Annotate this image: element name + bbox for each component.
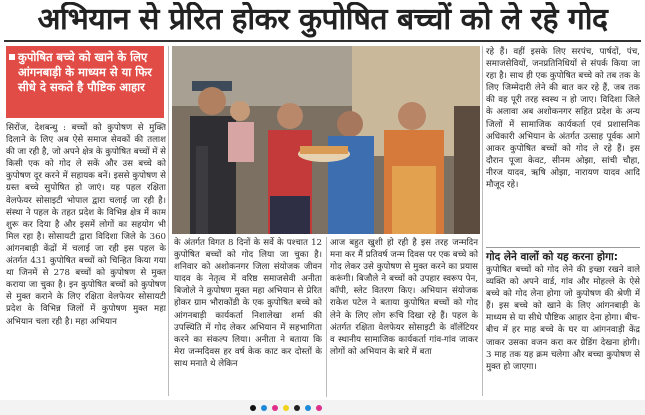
callout-box [6,46,164,118]
print-color-marks [250,405,322,411]
color-dot [250,405,256,411]
column-divider [168,46,169,396]
color-dot [305,405,311,411]
print-margin-strip [0,400,645,415]
color-dot [283,405,289,411]
color-dot [316,405,322,411]
column-4-text: रहे हैं। वहीं इसके लिए सरपंच, पार्षदों, पंच, समाजसेवियों, जनप्रतिनिधियों से संपर्क किया जा रहा है। साथ ही एक कुपोषित बच्चे को तब तक के लिए जिम्मेदारी लेने की बात कर रहे हैं, जब तक की वह पूरी तरह स्वस्थ न हो जाए। विदिशा जिले के अलावा अब अशोकनगर सहित प्रदेश के अन्य जिलों में सामाजिक कार्यकर्ता एवं प्रशासनिक अधिकारी अभियान के अंतर्गत उत्साह पूर्वक आगे आकर कुपोषित बच्चों को गोद ले रहे हैं। इस दौरान पूजा केवट, सीनम ओझा, सांची चौहा, नीरज यादव, ऋषि ओझा, नारायण यादव आदि मौजूद रहे। [486,47,640,191]
column-divider [326,237,327,397]
column-divider [482,46,483,396]
headline-rule [4,40,641,42]
news-photo [172,46,480,234]
color-dot [261,405,267,411]
column-3-text: आज बहुत खुशी हो रही है इस तरह जन्मदिन मना कर मैं प्रतिवर्ष जन्म दिवस पर एक बच्चे को गोद लेकर उसे कुपोषण से मुक्त करने का प्रयास करूंगी। बिजौले ने बच्चों को उपहार स्वरूप पेन, कॉपी, स्लेट वितरण किए। अभियान संयोजक राकेश पटेल ने बताया कुपोषित बच्चों को गोद लेने के लिए लोग रूचि दिखा रहे हैं। पहल के अंतर्गत रक्षिता वेलफेयर सोसाइटी के वॉलेंटियर व स्थानीय सामाजिक कार्यकर्ता गांव-गांव जाकर लोगों को अभियान के बारे में बता [330,238,478,357]
callout-text: कुपोषित बच्चे को खाने के लिए आंगनबाड़ी के माध्यम से या फिर सीधे दे सकते है पौष्टिक आहार [18,50,152,94]
news-photo-icon [172,46,480,234]
color-dot [294,405,300,411]
column-4b-text: कुपोषित बच्चों को गोद लेने की इच्छा रखने वाले व्यक्ति को अपने वार्ड, गांव और मोहल्ले के ऐसे बच्चे को गोद लेना होगा जो कुपोषण की श्रेणी में हैं। इस बच्चे को खाने के लिए आंगनबाड़ी के माध्यम से या सीधे पौष्टिक आहार देना होगा। बीच-बीच में हर माह बच्चे के घर या आंगनवाड़ी केंद्र जाकर उसका वजन करा कर ग्रेडिंग देखना होगी। 3 माह तक यह क्रम चलेगा और बच्चा कुपोषण से मुक्त हो जाएगा। [486,265,640,372]
column-2-text: के अंतर्गत विगत 8 दिनों के सर्वे के पश्चात 12 कुपोषित बच्चों को गोद लिया जा चुका है। शनिवार को अशोकनगर जिला संयोजक जीवन यादव के नेतृत्व में वरिष्ठ समाजसेवी अनीता बिजोले ने कुपोषण मुक्त महा अभियान से प्रेरित होकर ग्राम भौराकोंडी के एक कुपोषित बच्चे को आंगनबाड़ी कार्यकर्ता निशालेखा शर्मा की उपस्थिति में गोद लेकर अभियान में सहभागिता करने का संकल्प लिया। अनीता ने बताया कि मेरा जन्मदिवस हर वर्ष केक काट कर दोस्तों के साथ मनाते थे लेकिन [174,238,322,369]
bullet-square-icon [9,54,15,60]
headline: अभियान से प्रेरित होकर कुपोषित बच्चों को ले रहे गोद [37,2,608,37]
column-1-text: सिरोंज, देशबन्धु : बच्चों को कुपोषण से मुक्ति दिलाने के लिए अब ऐसे समाज सेवकों की तलाश की जा रही है, जो अपने क्षेत्र के कुपोषित बच्चों में से किसी एक को गोद ले सकें और उस बच्चे को कुपोषण दूर करने में सहायक बनें। इससे कुपोषण से ग्रस्त बच्चे सुपोषित हो जाएं। यह पहल रक्षिता वेलफेयर सोसाइटी भोपाल द्वारा चलाई जा रही है। संस्था ने पहल के तहत प्रदेश के विभिन्न क्षेत्र में काम शुरू कर दिया है और इसमें लोगों का सहयोग भी मिल रहा है। सोसायटी द्वारा विदिशा जिले के 360 आंगनबाड़ी केंद्रों में चलाई जा रही इस पहल के अंतर्गत 431 कुपोषित बच्चों को चिन्हित किया गया था जिनमें से 278 बच्चों को कुपोषण से मुक्त कराया जा चुका है। इन कुपोषित बच्चों को कुपोषण से मुक्त कराने के लिए रक्षिता वेलफेयर सोसायटी प्रदेश के विभिन्न जिलों में कुपोषण मुक्त महा अभियान चला रही है। महा अभियान [6,123,166,327]
section-subheading: गोद लेने वालों को यह करना होगा: [486,247,640,263]
color-dot [272,405,278,411]
